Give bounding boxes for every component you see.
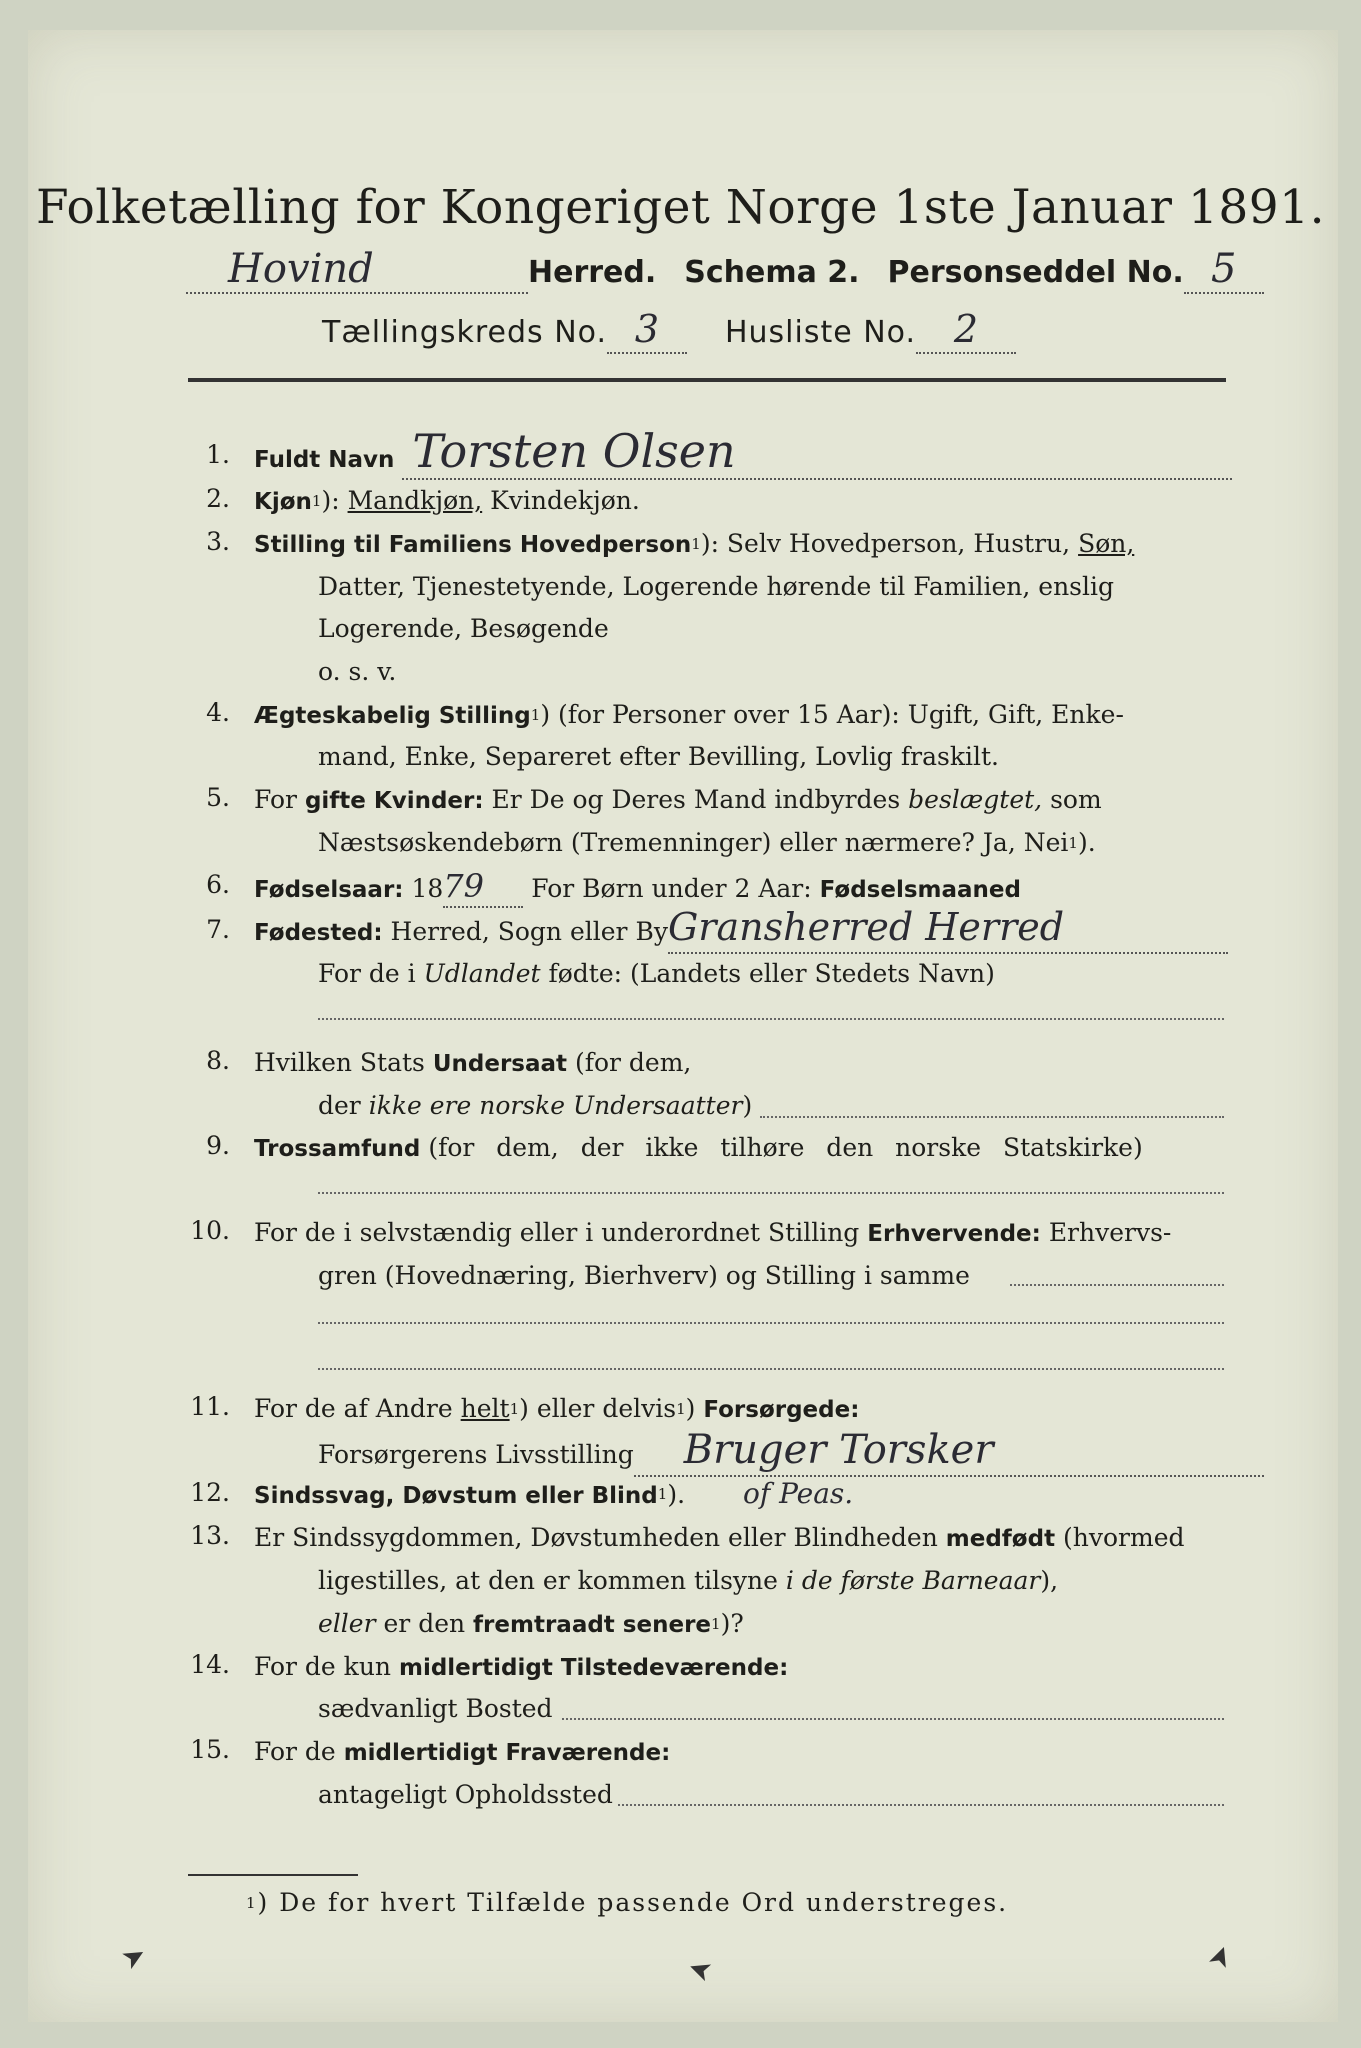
q7-line2b: fødte: (Landets eller Stedets Navn) [548,959,995,988]
q13-line3-italic: eller [318,1609,376,1638]
q11-close: ) [685,1394,696,1423]
q6-label: Fødselsaar: [254,877,404,903]
q2-number: 2. [206,484,230,513]
q12-number: 12. [190,1478,230,1507]
q8-row1 [254,1046,691,1081]
q1-number: 1. [206,440,230,469]
q11-helt: helt [460,1394,510,1423]
q14-row1 [254,1650,788,1685]
q7-label: Fødested: [254,920,383,946]
q4-row1 [254,698,1124,733]
q8-blank-line [760,1116,1224,1118]
q3-line1: ): Selv Hovedperson, Hustru, [700,529,1071,558]
q15-row2 [318,1778,613,1812]
q5-row1 [254,783,1102,818]
q1-row [254,424,1232,487]
registration-mark-right-icon: ➤ [1200,1939,1240,1974]
kreds-value: 3 [607,306,687,354]
q3-number: 3. [206,527,230,556]
form-title: Folketælling for Kongeriget Norge 1ste Januar 1891. [35,180,1326,235]
q7-row2 [318,957,995,991]
q10-end: Erhvervs- [1048,1218,1172,1247]
q8-line2b: ) [742,1091,753,1120]
personseddel-value: 5 [1184,246,1264,294]
q5-close: ). [1077,828,1096,857]
footnote-sup: 1 [246,1894,258,1912]
q3-label: Stilling til Familiens Hovedperson [254,532,692,558]
q11-sup-2: 1 [676,1400,686,1418]
q13-number: 13. [190,1521,230,1550]
q3-row2: Datter, Tjenestetyende, Logerende hørende til Familien, enslig [318,572,1115,601]
q10-row2 [318,1259,970,1293]
q14-line2: sædvanligt Bosted [318,1694,553,1723]
q11-value: Bruger Torsker [634,1425,1264,1477]
q8-line2-italic: ikke ere norske Undersaatter [368,1091,743,1120]
q11-label: Forsørgede: [703,1397,860,1423]
q9-number: 9. [206,1131,230,1160]
q5-number: 5. [206,783,230,812]
q2-sup: 1 [311,492,322,510]
q10-line2: gren (Hovednæring, Bierhverv) og Stilling i samme [318,1261,970,1290]
q7-value: Gransherred Herred [668,902,1228,954]
q8-line2a: der [318,1091,361,1120]
registration-mark-center-icon: ➤ [683,1950,717,1991]
q13-end: (hvormed [1063,1523,1185,1552]
q5-pre: For [254,785,297,814]
q7-number: 7. [206,915,230,944]
q12-row [254,1474,853,1516]
q3-row3: Logerende, Besøgende [318,614,609,643]
q13-line3-label: fremtraadt senere [473,1612,712,1638]
schema-label: Schema 2. [684,255,860,290]
husliste-label: Husliste No. [724,315,917,350]
footnote [246,1886,1008,1920]
q11-number: 11. [190,1392,230,1421]
q2-opt-kvindekjon: Kvindekjøn. [490,486,640,515]
q12-sup: 1 [657,1485,668,1503]
q14-number: 14. [190,1650,230,1679]
q9-blank-line [318,1192,1224,1194]
q5-sup: 1 [1068,834,1078,852]
q13-row2 [318,1564,1058,1598]
q4-sup: 1 [530,706,541,724]
q10-number: 10. [190,1216,230,1245]
q13-line3a: er den [383,1609,466,1638]
q6-value: 79 [443,866,523,908]
q14-label: midlertidigt Tilstedeværende: [398,1655,789,1681]
q13-line2b: ), [1040,1566,1059,1595]
q10-pre: For de i selvstændig eller i underordnet Stilling [254,1218,860,1247]
q2-label: Kjøn [254,489,312,515]
herred-label: Herred. [528,255,657,290]
q2-opt-mandkjon: Mandkjøn, [347,486,483,515]
q8-label: Undersaat [432,1051,568,1077]
q7-text: Herred, Sogn eller By [390,917,668,946]
footnote-rule [188,1874,358,1876]
q15-blank-line [618,1804,1224,1806]
q2-row: Kjøn$^1$): Mandkjøn, Kvindekjøn. [254,486,640,515]
q1-value: Torsten Olsen [402,424,1232,480]
q7-line2a: For de i [318,959,416,988]
q8-text: (for dem, [574,1048,692,1077]
q11-row1 [254,1392,859,1427]
q11-row2 [318,1425,1264,1480]
q8-row2 [318,1089,752,1123]
q4-label: Ægteskabelig Stilling [254,703,531,729]
q13-line2a: ligestilles, at den er kommen tilsyne [318,1566,778,1595]
q15-number: 15. [190,1735,230,1764]
q13-line3b: )? [720,1609,744,1638]
q12-close: ). [667,1480,686,1509]
q10-blank-line-2 [318,1322,1224,1324]
q5-line2: Næstsøskendebørn (Tremenninger) eller nærmere? Ja, Nei [318,828,1069,857]
q13-row1 [254,1521,1185,1556]
q12-value: of Peas. [742,1477,854,1510]
q7-line2-italic: Udlandet [423,959,541,988]
q10-blank-line-1 [1010,1284,1224,1286]
herred-value: Hovind [186,246,528,294]
q8-number: 8. [206,1046,230,1075]
q4-row2: mand, Enke, Separeret efter Bevilling, Lovlig fraskilt. [318,742,999,771]
q10-label: Erhvervende: [867,1221,1041,1247]
q5-label: gifte Kvinder: [304,788,484,814]
q3-row1 [254,527,1134,562]
q13-line2-italic: i de første Barneaar [785,1566,1041,1595]
q9-label: Trossamfund [254,1136,421,1162]
q14-row2 [318,1692,553,1726]
q15-pre: For de [254,1737,336,1766]
q14-pre: For de kun [254,1652,392,1681]
q15-row1 [254,1735,670,1770]
q11-pre: For de af Andre [254,1394,453,1423]
header-rule [188,378,1226,382]
q4-number: 4. [206,698,230,727]
footnote-text: ) De for hvert Tilfælde passende Ord understreges. [257,1888,1009,1917]
q10-blank-line-3 [318,1368,1224,1370]
q5-end: som [1050,785,1102,814]
q6-label2: Fødselsmaaned [819,877,1021,903]
q13-row3 [318,1607,744,1642]
q13-sup: 1 [711,1615,721,1633]
q5-italic: beslægtet, [908,785,1043,814]
q12-label: Sindssvag, Døvstum eller Blind [254,1483,658,1509]
q8-pre: Hvilken Stats [254,1048,425,1077]
q9-text: (for dem, der ikke tilhøre den norske Statskirke) [428,1133,1143,1162]
q5-mid: Er De og Deres Mand indbyrdes [491,785,901,814]
registration-mark-left-icon: ➤ [115,1936,153,1977]
q14-blank-line [562,1718,1224,1720]
q7-blank-line [318,1018,1224,1020]
q3-sup: 1 [691,535,701,553]
q13-text: Er Sindssygdommen, Døvstumheden eller Blindheden [254,1523,938,1552]
q6-mid: For Børn under 2 Aar: [531,874,812,903]
kreds-label: Tællingskreds No. [322,315,607,350]
q6-number: 6. [206,870,230,899]
kreds-line [322,306,1016,357]
herred-line [186,246,1264,297]
q15-label: midlertidigt Fraværende: [343,1740,671,1766]
q11-sup: 1 [509,1400,520,1418]
q11-line2: Forsørgerens Livsstilling [318,1440,634,1469]
personseddel-label: Personseddel No. [887,255,1184,290]
q9-row [254,1131,1143,1166]
q15-line2: antageligt Opholdssted [318,1780,613,1809]
q3-row4: o. s. v. [318,657,397,686]
q7-row1 [254,902,1228,958]
q3-opt-son: Søn, [1078,529,1135,558]
q13-label: medfødt [945,1526,1056,1552]
q1-label: Fuldt Navn [254,447,395,473]
q4-line1: ) (for Personer over 15 Aar): Ugift, Gift, Enke- [540,700,1124,729]
q6-prefix: 18 [411,874,444,903]
husliste-value: 2 [916,306,1016,354]
q11-mid: ) eller delvis [519,1394,677,1423]
q10-row1 [254,1216,1171,1251]
q5-row2 [318,826,1096,860]
